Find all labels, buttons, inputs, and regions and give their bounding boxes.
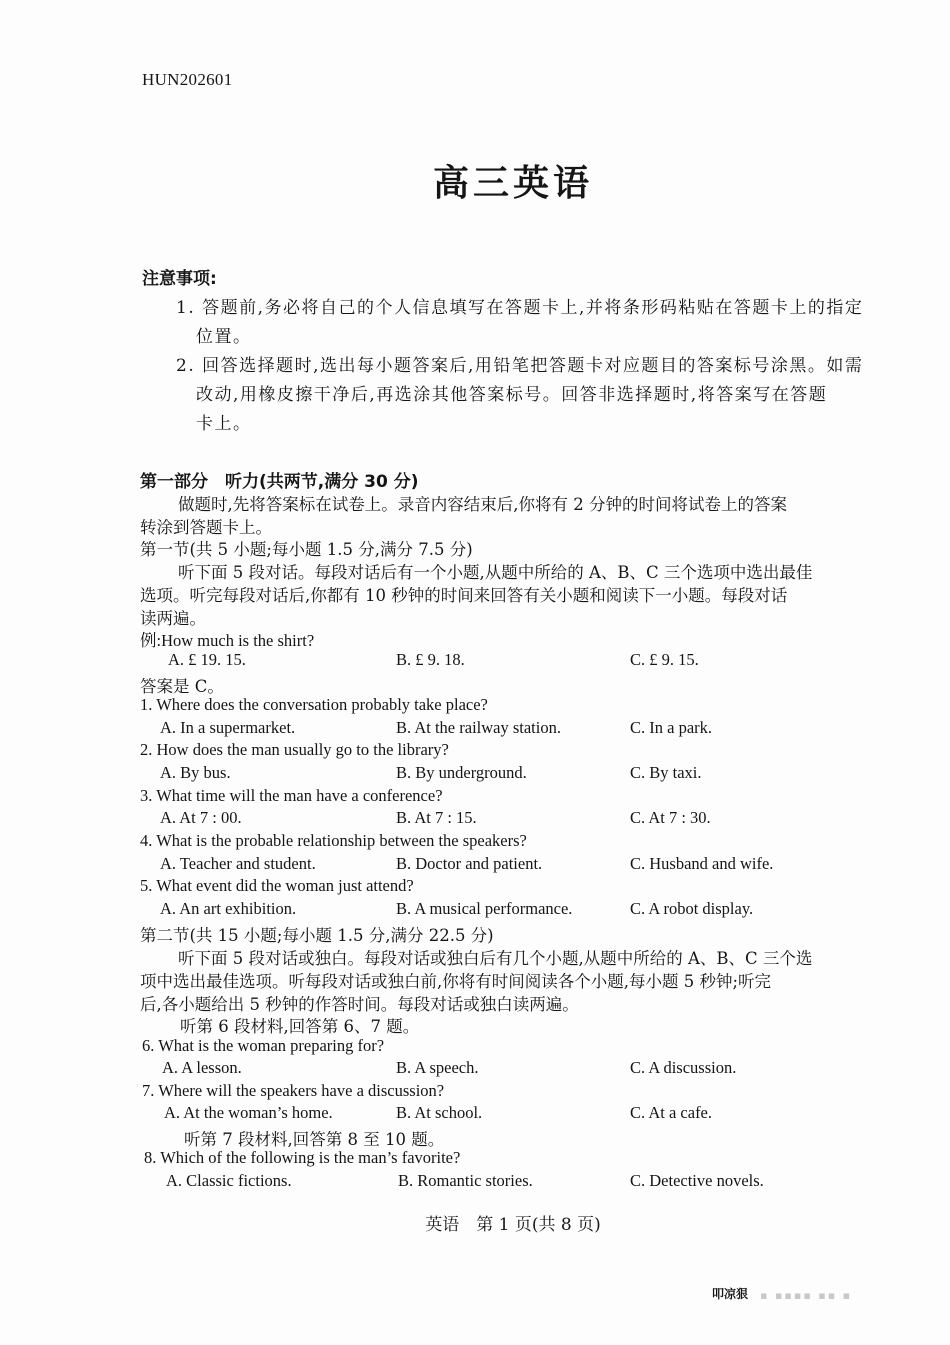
part1-intro-line-1: 做题时,先将答案标在试卷上。录音内容结束后,你将有 2 分钟的时间将试卷上的答案 <box>178 495 787 514</box>
page-title: 高三英语 <box>432 163 593 204</box>
notice-item-2-line-3: 卡上。 <box>196 414 252 434</box>
question-2: 2. How does the man usually go to the library? <box>140 740 449 759</box>
q5-option-c: C. A robot display. <box>630 899 754 918</box>
q3-option-b: B. At 7 : 15. <box>396 808 477 827</box>
section1-heading: 第一节(共 5 小题;每小题 1.5 分,满分 7.5 分) <box>140 540 473 559</box>
q4-option-b: B. Doctor and patient. <box>396 854 543 873</box>
q2-option-c: C. By taxi. <box>630 763 702 782</box>
notice-item-1-line-1: 1. 答题前,务必将自己的个人信息填写在答题卡上,并将条形码粘贴在答题卡上的指定 <box>176 298 864 318</box>
section2-intro-line-3: 后,各小题给出 5 秒钟的作答时间。每段对话或独白读两遍。 <box>140 995 579 1014</box>
q5-option-a: A. An art exhibition. <box>160 899 297 918</box>
q2-option-b: B. By underground. <box>396 763 527 782</box>
question-3: 3. What time will the man have a conference? <box>140 786 443 805</box>
logo: 叩凉狠 <box>712 1287 749 1301</box>
part1-heading: 第一部分 听力(共两节,满分 30 分) <box>140 472 419 492</box>
notice-item-2-line-1: 2. 回答选择题时,选出每小题答案后,用铅笔把答题卡对应题目的答案标号涂黑。如需 <box>176 356 864 376</box>
page-footer: 英语 第 1 页(共 8 页) <box>425 1215 601 1235</box>
q2-option-a: A. By bus. <box>160 763 231 782</box>
watermark: ▪ ▪▪▪▪ ▪▪ ▪ <box>760 1289 853 1302</box>
q4-option-a: A. Teacher and student. <box>160 854 316 873</box>
q3-option-a: A. At 7 : 00. <box>160 808 242 827</box>
section1-intro-line-1: 听下面 5 段对话。每段对话后有一个小题,从题中所给的 A、B、C 三个选项中选出最佳 <box>178 563 813 582</box>
q8-option-b: B. Romantic stories. <box>398 1171 533 1190</box>
exam-code: HUN202601 <box>142 70 233 89</box>
q1-option-a: A. In a supermarket. <box>160 718 296 737</box>
section1-intro-line-3: 读两遍。 <box>140 609 206 628</box>
example-option-a: A. £ 19. 15. <box>168 650 246 669</box>
part1-intro-line-2: 转涂到答题卡上。 <box>140 518 272 537</box>
q6-option-c: C. A discussion. <box>630 1058 737 1077</box>
q8-option-c: C. Detective novels. <box>630 1171 764 1190</box>
q8-option-a: A. Classic fictions. <box>166 1171 292 1190</box>
section2-intro-line-1: 听下面 5 段对话或独白。每段对话或独白后有几个小题,从题中所给的 A、B、C 三个选 <box>178 949 813 968</box>
q3-option-c: C. At 7 : 30. <box>630 808 711 827</box>
q7-option-c: C. At a cafe. <box>630 1103 713 1122</box>
question-6: 6. What is the woman preparing for? <box>142 1036 385 1055</box>
question-5: 5. What event did the woman just attend? <box>140 876 414 895</box>
notice-item-2-line-2: 改动,用橡皮擦干净后,再选涂其他答案标号。回答非选择题时,将答案写在答题 <box>196 385 828 405</box>
section2-heading: 第二节(共 15 小题;每小题 1.5 分,满分 22.5 分) <box>140 926 494 945</box>
q5-option-b: B. A musical performance. <box>396 899 573 918</box>
q6-option-a: A. A lesson. <box>162 1058 242 1077</box>
material-6-instruction: 听第 6 段材料,回答第 6、7 题。 <box>180 1017 420 1036</box>
material-7-instruction: 听第 7 段材料,回答第 8 至 10 题。 <box>184 1130 445 1149</box>
q7-option-b: B. At school. <box>396 1103 483 1122</box>
question-4: 4. What is the probable relationship between the speakers? <box>140 831 527 850</box>
example-question: 例:How much is the shirt? <box>140 631 315 650</box>
q4-option-c: C. Husband and wife. <box>630 854 774 873</box>
section1-intro-line-2: 选项。听完每段对话后,你都有 10 秒钟的时间来回答有关小题和阅读下一小题。每段对话 <box>140 586 788 605</box>
q1-option-b: B. At the railway station. <box>396 718 561 737</box>
q6-option-b: B. A speech. <box>396 1058 479 1077</box>
q1-option-c: C. In a park. <box>630 718 713 737</box>
question-8: 8. Which of the following is the man’s favorite? <box>144 1148 461 1167</box>
q7-option-a: A. At the woman’s home. <box>164 1103 333 1122</box>
example-option-c: C. £ 9. 15. <box>630 650 699 669</box>
example-answer: 答案是 C。 <box>140 677 224 696</box>
example-option-b: B. £ 9. 18. <box>396 650 465 669</box>
question-1: 1. Where does the conversation probably take place? <box>140 695 488 714</box>
notice-heading: 注意事项: <box>142 269 217 289</box>
notice-item-1-line-2: 位置。 <box>196 327 252 347</box>
section2-intro-line-2: 项中选出最佳选项。听每段对话或独白前,你将有时间阅读各个小题,每小题 5 秒钟;听完 <box>140 972 772 991</box>
question-7: 7. Where will the speakers have a discussion? <box>142 1081 445 1100</box>
